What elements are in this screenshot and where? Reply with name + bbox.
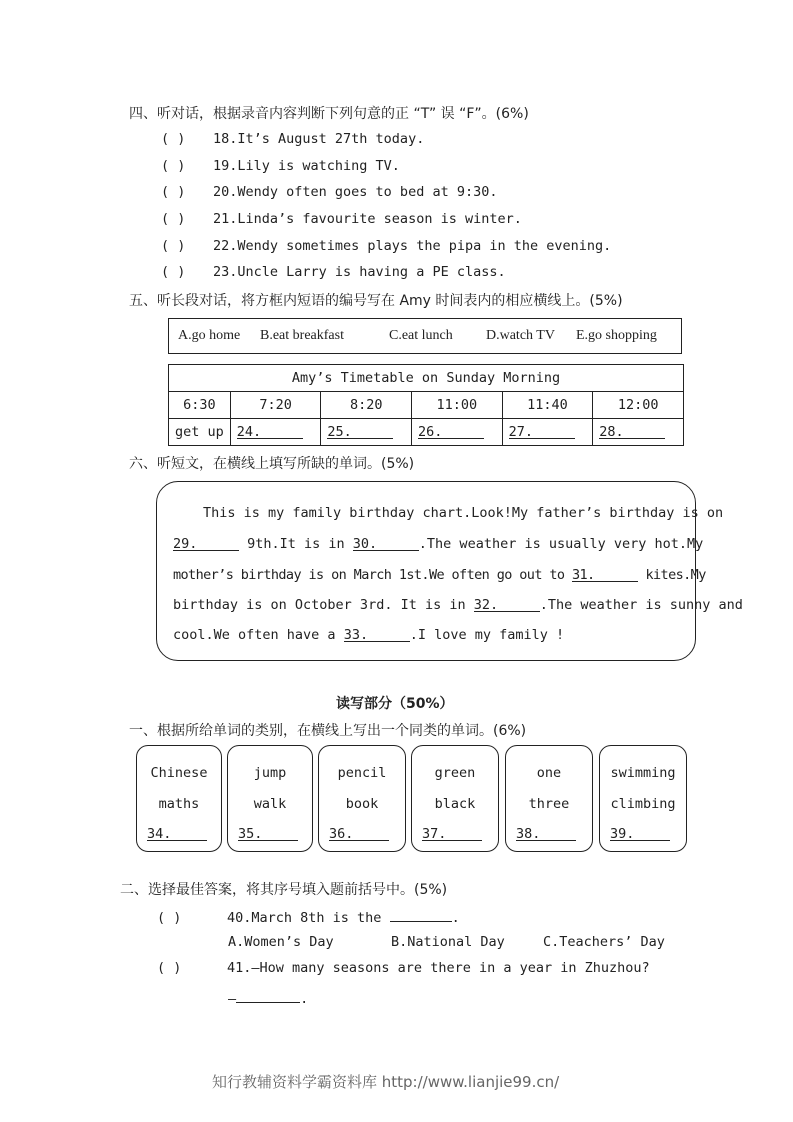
card-word-2: three [528,796,570,812]
blank-41[interactable] [236,988,300,1003]
blank-26[interactable]: 26. [412,419,503,446]
timetable-title: Amy’s Timetable on Sunday Morning [169,365,684,392]
card-blank[interactable]: 37. [422,826,482,842]
blank-27[interactable]: 27. [502,419,593,446]
question-40-option-c: C.Teachers’ Day [543,934,665,950]
blank-24[interactable]: 24. [230,419,321,446]
part-2-title: 二、选择最佳答案，将其序号填入题前括号中。(5%) [120,882,448,898]
part-1-title: 一、根据所给单词的类别，在横线上写出一个同类的单词。(6%) [129,723,527,739]
timetable [168,364,684,446]
reading-writing-heading: 读写部分（50%） [336,696,454,712]
blank-28[interactable]: 28. [593,419,684,446]
time-cell: 7:20 [230,392,321,419]
passage-line-1: This is my family birthday chart.Look!My father’s birthday is on [203,505,724,521]
card-blank[interactable]: 39. [610,826,670,842]
question-41-answer: — . [228,988,308,1007]
question-40: ( ) 40.March 8th is the . [157,907,460,926]
passage-line-4: birthday is on October 3rd. It is in 32. .The weather is sunny and [173,597,743,613]
card-word-1: jump [253,765,287,781]
card-word-1: one [536,765,562,781]
section-4-title: 四、听对话，根据录音内容判断下列句意的正 “T” 误 “F”。(6%) [129,106,529,122]
word-card-34 [136,745,222,852]
blank-33[interactable]: 33. [344,627,410,642]
question-23: ( ) 23.Uncle Larry is having a PE class. [161,264,506,280]
card-blank[interactable]: 36. [329,826,389,842]
card-word-1: Chinese [150,765,208,781]
question-40-option-a: A.Women’s Day [228,934,334,950]
blank-31[interactable]: 31. [572,567,638,582]
option-c: C.eat lunch [389,328,453,343]
card-blank[interactable]: 34. [147,826,207,842]
card-word-2: book [345,796,379,812]
card-word-2: black [434,796,476,812]
blank-40[interactable] [390,907,452,922]
time-cell: 6:30 [169,392,231,419]
word-card-38 [505,745,593,852]
option-a: A.go home [178,328,241,343]
card-word-1: pencil [337,765,387,781]
blank-30[interactable]: 30. [353,536,419,551]
time-cell: 11:40 [502,392,593,419]
passage-line-3: mother’s birthday is on March 1st.We often go out to 31. kites.My [173,567,706,583]
word-card-37 [411,745,499,852]
question-18: ( ) 18.It’s August 27th today. [161,131,425,147]
time-cell: 11:00 [412,392,503,419]
blank-29[interactable]: 29. [173,536,239,551]
question-20: ( ) 20.Wendy often goes to bed at 9:30. [161,184,498,200]
blank-25[interactable]: 25. [321,419,412,446]
option-e: E.go shopping [576,328,657,343]
time-cell: 12:00 [593,392,684,419]
time-cell: 8:20 [321,392,412,419]
section-5-title: 五、听长段对话，将方框内短语的编号写在 Amy 时间表内的相应横线上。(5%) [129,293,623,309]
footer-watermark: 知行教辅资料学霸资料库 http://www.lianjie99.cn/ [212,1073,560,1091]
passage-box [156,481,743,661]
section-6-title: 六、听短文，在横线上填写所缺的单词。(5%) [129,456,415,472]
question-41: ( ) 41.—How many seasons are there in a year in Zhuzhou? [157,960,650,976]
passage-line-2: 29. 9th.It is in 30. .The weather is usually very hot.My [173,536,704,552]
option-b: B.eat breakfast [260,328,344,343]
passage-line-5: cool.We often have a 33. .I love my family ! [173,627,565,643]
card-blank[interactable]: 35. [238,826,298,842]
card-word-2: maths [158,796,200,812]
card-word-2: walk [253,796,287,812]
card-word-2: climbing [610,796,676,812]
word-card-36 [318,745,406,852]
option-d: D.watch TV [486,328,555,343]
word-card-35 [227,745,313,852]
blank-32[interactable]: 32. [474,597,540,612]
word-card-39 [599,745,687,852]
activity-cell: get up [169,419,231,446]
question-19: ( ) 19.Lily is watching TV. [161,158,400,174]
question-21: ( ) 21.Linda’s favourite season is winter. [161,211,522,227]
card-blank[interactable]: 38. [516,826,576,842]
card-word-1: swimming [610,765,676,781]
card-word-1: green [434,765,476,781]
phrase-options-box [168,318,682,354]
question-40-option-b: B.National Day [391,934,505,950]
question-22: ( ) 22.Wendy sometimes plays the pipa in the evening. [161,238,612,254]
